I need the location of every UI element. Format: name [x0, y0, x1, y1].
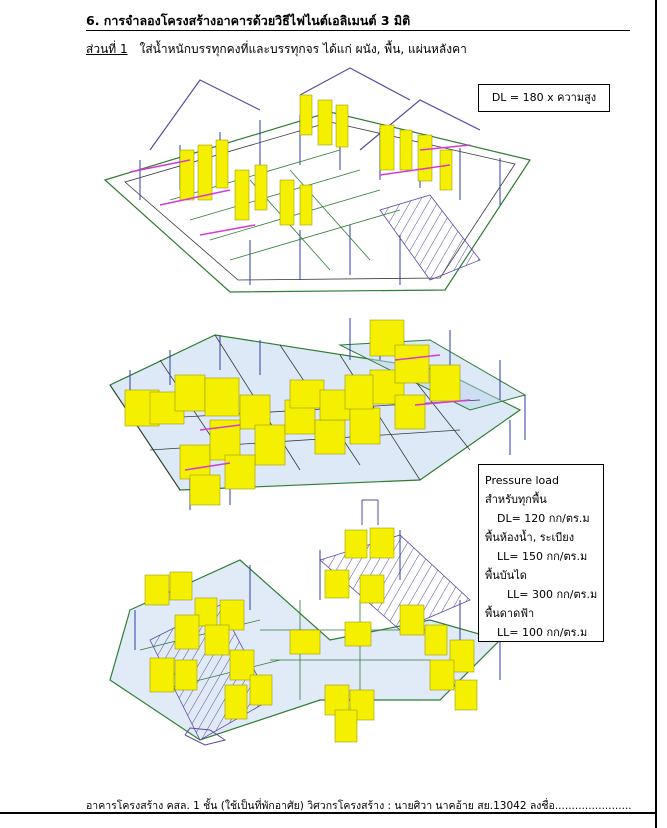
model-floor-load — [110, 318, 525, 525]
section-heading: 6. การจำลองโครงสร้างอาคารด้วยวิธีไฟไนต์เอลิเมนต์ 3 มิติ — [86, 13, 411, 28]
pressure-load-note — [478, 464, 604, 642]
pressure-load-line: LL= 100 กก/ตร.ม — [497, 626, 588, 639]
pressure-load-line: พื้นบันได — [485, 569, 527, 582]
pressure-load-line: LL= 150 กก/ตร.ม — [497, 550, 588, 563]
pressure-load-line: พื้นดาดฟ้า — [485, 607, 535, 620]
model-wall-load — [105, 68, 530, 292]
pressure-load-line: DL= 120 กก/ตร.ม — [497, 512, 590, 525]
dead-load-note: DL = 180 x ความสูง — [478, 84, 610, 112]
subheading-text: ใส่น้ำหนักบรรทุกคงที่และบรรทุกจร ได้แก่ ผนัง, พื้น, แผ่นหลังคา — [139, 42, 467, 56]
page-footer: อาคารโครงสร้าง คสล. 1 ชั้น (ใช้เป็นที่พักอาศัย) วิศวกรโครงสร้าง : นายศิวา นาคอ้าย สย.13042 ลงชื่อ....................... — [86, 800, 632, 812]
pressure-load-subtitle: สำหรับทุกพื้น — [485, 493, 547, 506]
subheading-part-label: ส่วนที่ 1 — [86, 42, 128, 56]
pressure-load-line: พื้นห้องน้ำ, ระเบียง — [485, 531, 575, 544]
pressure-load-line: LL= 300 กก/ตร.ม — [507, 588, 598, 601]
model-roof-load — [110, 528, 500, 745]
pressure-load-title: Pressure load — [485, 474, 559, 487]
